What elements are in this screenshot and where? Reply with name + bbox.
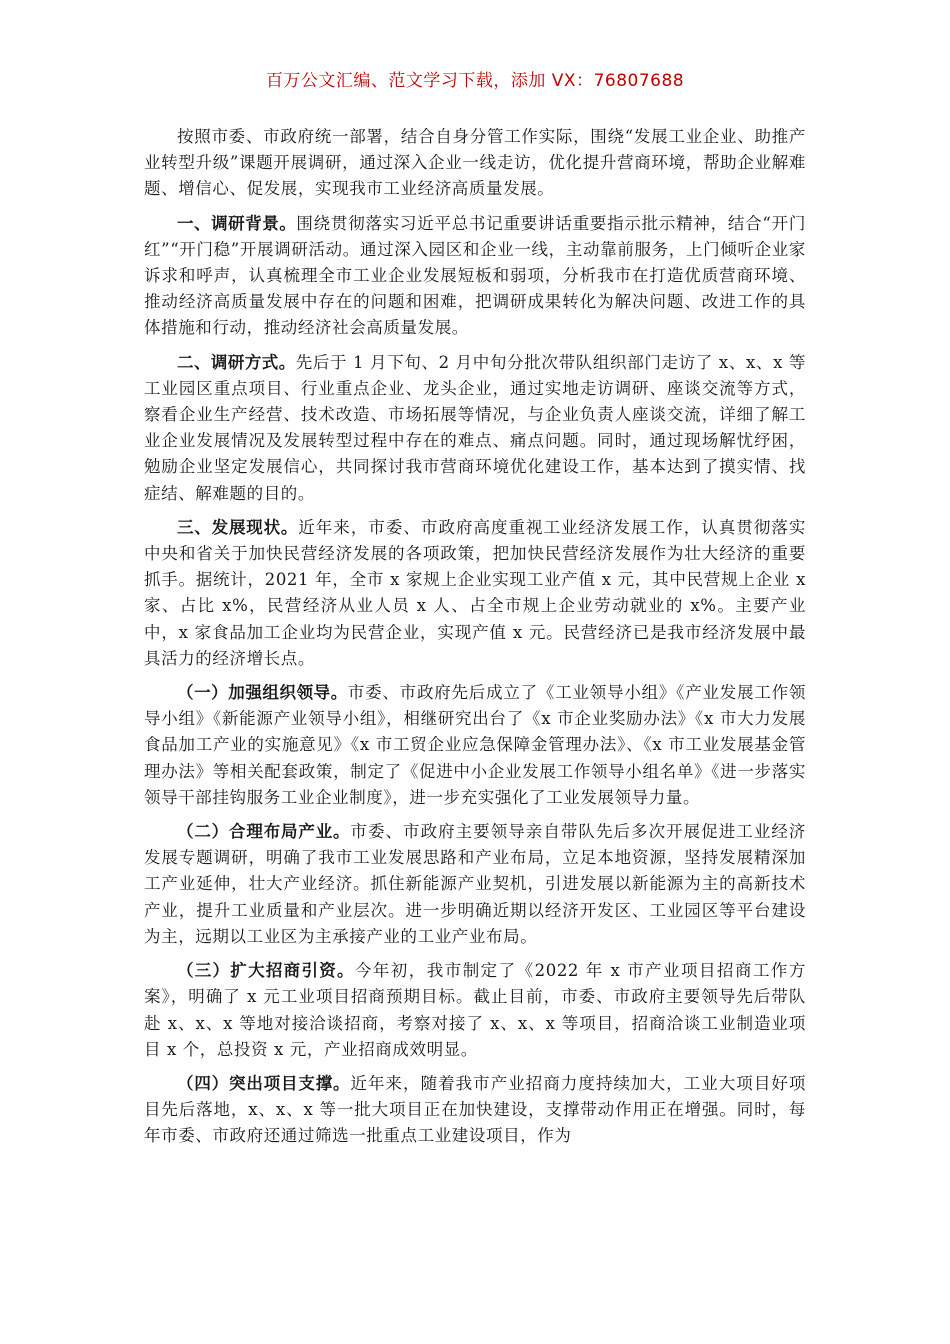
section-background [144, 211, 806, 342]
paragraph-text: 先后于 1 月下旬、2 月中旬分批次带队组织部门走访了 x、x、x 等工业园区重点项目、行业重点企业、龙头企业，通过实地走访调研、座谈交流等方式，察看企业生产经营、技术改造、市场拓展等情况，与企业负责人座谈交流，详细了解工业企业发展情况及发展转型过程中存在的难点、痛点问题。同时，通过现场解忧纾困，勉励企业坚定发展信心，共同探讨我市营商环境优化建设工作，基本达到了摸实情、找症结、解难题的目的。 [144, 352, 806, 503]
section-method [144, 350, 806, 507]
header-banner: 百万公文汇编、范文学习下载，添加 VX：76807688 [265, 71, 685, 91]
subsection-projects [144, 1071, 806, 1150]
section-status [144, 515, 806, 672]
paragraph-text: 今年初，我市制定了《2022 年 x 市产业项目招商工作方案》，明确了 x 元工业项目招商预期目标。截止目前，市委、市政府主要领导先后带队赴 x、x、x 等地对接洽谈招商，考察对接了 x、x、x 等项目，招商洽谈工业制造业项目 x 个，总投资 x 元，产业招商成效明显。 [144, 961, 806, 1059]
paragraph-text: 近年来，市委、市政府高度重视工业经济发展工作，认真贯彻落实中央和省关于加快民营经济发展的各项政策，把加快民营经济发展作为壮大经济的重要抓手。据统计，2021 年，全市 x 家规上企业实现工业产值 x 元，其中民营规上企业 x 家、占比 x%，民营经济从业人员 x 人、占全市规上企业劳动就业的 x%。主要产业中，x 家食品加工企业均为民营企业，实现产值 x 元。民营经济已是我市经济发展中最具活力的经济增长点。 [144, 517, 806, 668]
paragraph-heading: （四）突出项目支撑。 [177, 1073, 351, 1093]
paragraph-heading: （三）扩大招商引资。 [177, 961, 355, 981]
paragraph-heading: 三、发展现状。 [177, 517, 299, 537]
subsection-investment [144, 958, 806, 1063]
intro-paragraph [144, 124, 806, 203]
paragraph-text: 近年来，随着我市产业招商力度持续加大，工业大项目好项目先后落地，x、x、x 等一批大项目正在加快建设，支撑带动作用正在增强。同时，每年市委、市政府还通过筛选一批重点工业建设项目，作为 [144, 1073, 806, 1146]
paragraph-text: 按照市委、市政府统一部署，结合自身分管工作实际，围绕“发展工业企业、助推产业转型升级”课题开展调研，通过深入企业一线走访，优化提升营商环境，帮助企业解难题、增信心、促发展，实现我市工业经济高质量发展。 [144, 127, 806, 199]
subsection-layout [144, 819, 806, 950]
paragraph-text: 市委、市政府主要领导亲自带队先后多次开展促进工业经济发展专题调研，明确了我市工业发展思路和产业布局，立足本地资源，坚持发展精深加工产业延伸，壮大产业经济。抓住新能源产业契机，引进发展以新能源为主的高新技术产业，提升工业质量和产业层次。进一步明确近期以经济开发区、工业园区等平台建设为主，远期以工业区为主承接产业的工业产业布局。 [144, 822, 806, 946]
paragraph-text: 市委、市政府先后成立了《工业领导小组》《产业发展工作领导小组》《新能源产业领导小组》，相继研究出台了《x 市企业奖励办法》《x 市大力发展食品加工产业的实施意见》《x 市工贸企业应急保障金管理办法》、《x 市工业发展基金管理办法》等相关配套政策，制定了《促进中小企业发展工作领导小组名单》《进一步落实领导干部挂钩服务工业企业制度》，进一步充实强化了工业发展领导力量。 [144, 683, 807, 807]
subsection-leadership [144, 680, 806, 811]
document-body [144, 124, 806, 1158]
paragraph-heading: （二）合理布局产业。 [177, 822, 351, 842]
paragraph-heading: 二、调研方式。 [177, 352, 296, 372]
paragraph-heading: 一、调研背景。 [177, 213, 297, 233]
paragraph-text: 围绕贯彻落实习近平总书记重要讲话重要指示批示精神，结合“开门红”“开门稳”开展调研活动。通过深入园区和企业一线，主动靠前服务，上门倾听企业家诉求和呼声，认真梳理全市工业企业发展短板和弱项，分析我市在打造优质营商环境、推动经济高质量发展中存在的问题和困难，把调研成果转化为解决问题、改进工作的具体措施和行动，推动经济社会高质量发展。 [144, 213, 806, 338]
paragraph-heading: （一）加强组织领导。 [177, 683, 348, 703]
